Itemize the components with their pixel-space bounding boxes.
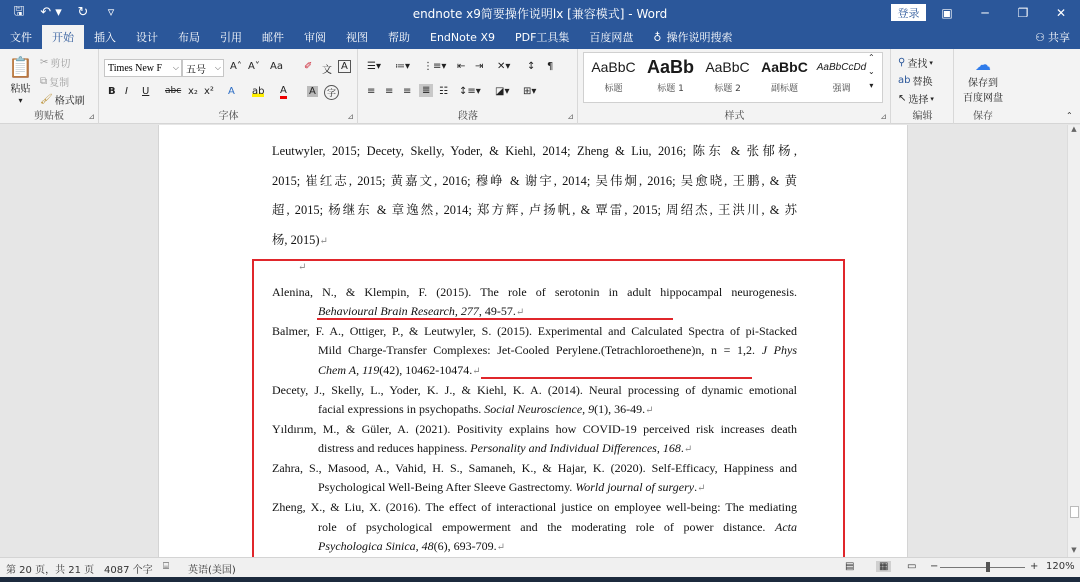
share-label: 共享	[1048, 31, 1070, 44]
scroll-down-icon[interactable]: ▼	[1071, 546, 1077, 554]
tab-mailings[interactable]: 邮件	[262, 31, 284, 44]
minimize-icon[interactable]: ─	[981, 5, 989, 20]
window-controls	[928, 0, 1080, 25]
cursor-icon: ↖	[898, 93, 907, 104]
journal-title: Personality and Individual Differences, 168	[470, 441, 681, 455]
journal-title: Social Neuroscience, 9	[484, 402, 595, 416]
proofing-icon[interactable]: ⌸	[163, 561, 169, 572]
replace-label: 替换	[912, 77, 933, 88]
chevron-up-icon: ⌃	[868, 53, 875, 62]
paragraph-mark: ↵	[645, 405, 654, 416]
reference-pages: .	[680, 441, 684, 455]
superscript-button[interactable]: x²	[204, 86, 214, 97]
ribbon-display-options-icon[interactable]: ▣	[941, 5, 953, 20]
tab-baidu-netdisk[interactable]: 百度网盘	[589, 31, 634, 44]
page-count[interactable]: 第 20 页，共 21 页	[6, 565, 95, 576]
phonetic-guide-button[interactable]: 文	[322, 65, 332, 76]
styles-dialog-launcher-icon[interactable]: ⊿	[880, 112, 887, 121]
change-case-button[interactable]: Aa	[270, 61, 283, 72]
login-button[interactable]: 登录	[891, 4, 926, 21]
body-line: 超, 2015; 杨继东 & 章逸然, 2014; 郑方辉, 卢扬帆, & 覃雷, 2015; 周绍杰, 王洪川, & 苏	[272, 203, 797, 217]
format-painter-label: 格式刷	[54, 96, 85, 107]
paragraph-mark: ↵	[697, 483, 706, 494]
clipboard-group	[0, 49, 99, 124]
web-layout-icon[interactable]: ▭	[907, 561, 917, 572]
style-sample: AaBbCcDd	[816, 61, 867, 73]
journal-title: Chem A, 119	[318, 363, 380, 377]
italic-button[interactable]: I	[125, 86, 128, 97]
body-line	[272, 230, 797, 248]
paste-dropdown-icon: ▾	[18, 96, 23, 105]
chinese-layout-icon[interactable]: ✕▾	[497, 61, 511, 72]
style-name: 标题 1	[657, 84, 684, 94]
font-size-combo[interactable]	[182, 59, 224, 77]
reference-text: facial expressions in psychopaths.	[318, 402, 485, 416]
paragraph-mark: ↵	[515, 307, 525, 318]
replace-icon: ab	[898, 75, 911, 86]
tab-design[interactable]: 设计	[136, 31, 158, 44]
font-name-combo[interactable]	[104, 59, 182, 77]
paste-icon: 📋	[8, 55, 33, 79]
tab-insert[interactable]: 插入	[94, 31, 116, 44]
style-name: 强调	[832, 84, 851, 94]
format-painter-button[interactable]	[40, 92, 85, 107]
journal-title: Acta	[775, 520, 797, 534]
style-heading-2[interactable]	[699, 53, 756, 100]
window-title: endnote x9简要操作说明lx [兼容模式] - Word	[412, 7, 668, 21]
show-formatting-marks-icon[interactable]: ¶	[547, 61, 554, 72]
subscript-button[interactable]: x₂	[188, 86, 198, 97]
close-icon[interactable]: ✕	[1055, 5, 1067, 20]
style-sample: AaBbC	[761, 59, 808, 75]
shading-icon[interactable]: ◪▾	[495, 86, 510, 97]
font-color-button[interactable]: A	[280, 86, 287, 99]
save-icon[interactable]: 🖫	[13, 3, 25, 19]
zoom-slider[interactable]	[940, 567, 1025, 568]
document-area	[0, 125, 1067, 557]
annotation-box	[252, 259, 845, 557]
chevron-down-icon: ⌵	[214, 63, 221, 72]
word-count[interactable]: 4087 个字	[104, 565, 153, 576]
decrease-indent-icon[interactable]: ⇤	[457, 61, 466, 72]
shrink-font-button[interactable]: A˅	[248, 61, 260, 72]
find-label: 查找	[907, 59, 928, 70]
tab-file[interactable]: 文件	[10, 31, 32, 44]
zoom-level[interactable]: 120%	[1046, 561, 1075, 572]
bold-button[interactable]: B	[108, 86, 116, 97]
tab-help[interactable]: 帮助	[388, 31, 410, 44]
tab-references[interactable]: 引用	[220, 31, 242, 44]
multilevel-list-icon[interactable]: ⋮≡▾	[423, 61, 447, 72]
person-icon: ⚇	[1035, 30, 1045, 44]
customize-qat-icon[interactable]: ▿	[107, 5, 115, 20]
editing-group	[892, 49, 954, 124]
paragraph-mark: ↵	[298, 262, 307, 273]
body-line: 2015; 崔红志, 2015; 黄嘉文, 2016; 穆峥 & 谢宇, 2014; 吴伟炯, 2016; 吴愈晓, 王鹏, & 黄	[272, 174, 797, 188]
font-group	[100, 49, 358, 124]
paragraph-mark: ↵	[319, 236, 328, 247]
style-emphasis[interactable]	[813, 53, 870, 100]
ribbon-tabs	[0, 25, 1080, 49]
numbering-icon[interactable]: ≔▾	[395, 61, 411, 72]
style-sample: AaBb	[646, 56, 694, 77]
vertical-scrollbar[interactable]	[1067, 125, 1080, 557]
reference-entry: Decety, J., Skelly, L., Yoder, K. J., & Kiehl, K. A. (2014). Neural processing of dynamic emotional	[272, 383, 797, 397]
zoom-slider-handle[interactable]	[986, 562, 990, 572]
scissors-icon: ✂	[40, 57, 49, 68]
editing-group-label: 编辑	[912, 111, 933, 122]
body-line: Leutwyler, 2015; Decety, Skelly, Yoder, & Kiehl, 2014; Zheng & Liu, 2016; 陈东 & 张郁杨,	[272, 144, 797, 158]
enclose-characters-button[interactable]: 字	[324, 85, 339, 100]
select-label: 选择	[908, 95, 929, 106]
font-group-label: 字体	[218, 111, 239, 122]
styles-group	[579, 49, 891, 124]
underline-button[interactable]: U	[142, 86, 150, 97]
style-name: 副标题	[770, 84, 798, 94]
paragraph-mark: ↵	[683, 444, 693, 455]
dropdown-icon: ▾	[930, 94, 934, 103]
align-right-icon[interactable]: ≡	[403, 86, 412, 97]
reference-pages: (1), 36-49.	[594, 402, 646, 416]
share-button[interactable]	[1035, 29, 1070, 45]
clipboard-group-label: 剪贴板	[34, 111, 64, 122]
style-sample: AaBbC	[705, 59, 750, 75]
annotation-underline	[481, 377, 752, 379]
cut-label: 剪切	[50, 59, 71, 70]
align-left-icon[interactable]: ≡	[367, 86, 376, 97]
tab-home[interactable]: 开始	[42, 25, 84, 49]
save-to-baidu-button[interactable]	[961, 55, 1005, 104]
font-name-value: Times New F	[108, 62, 163, 74]
borders-icon[interactable]: ⊞▾	[523, 86, 537, 97]
read-mode-icon[interactable]: ▤	[845, 561, 855, 572]
style-sample: AaBbC	[591, 59, 636, 75]
tab-endnote[interactable]: EndNote X9	[430, 30, 495, 44]
font-dialog-launcher-icon[interactable]: ⊿	[347, 112, 354, 121]
redo-icon[interactable]: ↻	[77, 5, 89, 20]
zoom-out-button[interactable]: −	[930, 561, 939, 572]
clipboard-dialog-launcher-icon[interactable]: ⊿	[88, 112, 95, 121]
tab-pdf-tools[interactable]: PDF工具集	[514, 31, 570, 44]
dropdown-icon: ▾	[929, 58, 933, 67]
reference-text: distress and reduces happiness.	[318, 441, 471, 455]
clear-formatting-icon[interactable]: ✐	[304, 61, 313, 72]
distributed-icon[interactable]: ☷	[439, 86, 448, 97]
taskbar-strip	[0, 577, 1080, 582]
tell-me-label: 操作说明搜索	[666, 31, 733, 44]
reference-entry: Balmer, F. A., Ottiger, P., & Leutwyler, S. (2015). Experimental and Calculated Spectra of pi-Stacked	[272, 324, 797, 338]
grow-font-button[interactable]: A˄	[230, 61, 242, 72]
style-name: 标题	[604, 84, 623, 94]
save-to-label: 保存到	[968, 78, 998, 89]
tab-layout[interactable]: 布局	[178, 31, 200, 44]
status-bar	[0, 557, 1080, 577]
reference-entry: Zheng, X., & Liu, X. (2016). The effect of interactional justice on employee well-being: The mediating	[272, 500, 797, 514]
replace-button[interactable]	[898, 73, 932, 88]
tab-view[interactable]: 视图	[346, 31, 368, 44]
reference-entry: Alenina, N., & Klempin, F. (2015). The role of serotonin in adult hippocampal neurogenesis.	[272, 285, 797, 299]
reference-entry: Zahra, S., Masood, A., Vahid, H. S., Samaneh, K., & Hajar, K. (2020). Self-Efficacy, Happiness and	[272, 461, 797, 475]
tab-review[interactable]: 审阅	[304, 31, 326, 44]
increase-indent-icon[interactable]: ⇥	[475, 61, 484, 72]
paragraph-mark: ↵	[496, 542, 506, 553]
copy-icon: ⧉	[40, 76, 48, 87]
search-icon: ⚲	[898, 57, 906, 68]
zoom-in-button[interactable]: +	[1030, 561, 1039, 572]
paste-button[interactable]	[8, 55, 33, 105]
reference-entry: Yıldırım, M., & Güler, A. (2021). Positivity explains how COVID-19 perceived risk increases death	[272, 422, 797, 436]
save-group-label: 保存	[973, 111, 993, 122]
paragraph-mark: ↵	[472, 366, 481, 377]
styles-scroll[interactable]	[868, 53, 875, 90]
tell-me-search[interactable]	[643, 25, 742, 49]
more-icon: ▾	[869, 81, 874, 90]
journal-title: J Phys	[761, 343, 797, 357]
journal-title: Behavioural Brain Research, 277	[318, 304, 479, 318]
paintbrush-icon: 🖌	[40, 94, 53, 105]
chevron-down-icon: ⌄	[868, 67, 875, 76]
strikethrough-button[interactable]: abc	[165, 86, 182, 96]
highlight-button[interactable]: ab	[252, 86, 265, 97]
save-group	[955, 49, 1011, 124]
text-effects-button[interactable]: A	[228, 86, 235, 97]
paragraph-group-label: 段落	[458, 111, 478, 122]
reference-text: Psychological Well-Being After Sleeve Gastrectomy.	[318, 480, 576, 494]
paragraph-group	[359, 49, 578, 124]
reference-pages: (42), 10462-10474.	[379, 363, 473, 377]
align-center-icon[interactable]: ≡	[385, 86, 394, 97]
style-subtitle[interactable]	[756, 53, 813, 100]
reference-pages: (6), 693-709.	[433, 539, 497, 553]
journal-title: World journal of surgery	[575, 480, 695, 494]
print-layout-icon[interactable]: ▦	[876, 561, 891, 572]
reference-text: role of psychological empowerment and the moderating role of power distance.	[318, 520, 766, 534]
paragraph-dialog-launcher-icon[interactable]: ⊿	[567, 112, 574, 121]
lightbulb-icon: ♁	[653, 30, 662, 44]
character-border-button[interactable]: A	[338, 60, 351, 73]
cut-button[interactable]	[40, 55, 70, 70]
ribbon	[0, 49, 1080, 124]
line-spacing-icon[interactable]: ↕≡▾	[459, 86, 481, 97]
baidu-netdisk-label: 百度网盘	[963, 93, 1003, 104]
reference-pages: , 49-57.	[478, 304, 516, 318]
style-name: 标题 2	[714, 84, 741, 94]
reference-pages: .	[694, 480, 698, 494]
styles-group-label: 样式	[724, 111, 745, 122]
quick-access-toolbar	[0, 0, 122, 25]
find-button[interactable]	[898, 55, 933, 70]
scrollbar-thumb[interactable]	[1070, 506, 1079, 518]
annotation-underline	[317, 318, 673, 320]
undo-icon[interactable]: ↶ ▾	[40, 5, 62, 20]
copy-button[interactable]	[40, 74, 69, 89]
reference-text: Mild Charge-Transfer Complexes: Jet-Cooled Perylene.(Tetrachloroethene)n, n = 1,2.	[318, 343, 762, 357]
body-line-text: 杨, 2015)	[272, 233, 320, 247]
collapse-ribbon-icon[interactable]: ⌃	[1066, 111, 1073, 120]
select-button[interactable]	[898, 91, 934, 106]
sort-icon[interactable]: ↕	[527, 61, 536, 72]
paste-label: 粘贴	[10, 84, 31, 95]
title-bar	[0, 0, 1080, 25]
restore-icon[interactable]: ❐	[1017, 5, 1029, 20]
style-title[interactable]	[585, 53, 642, 100]
chevron-down-icon: ⌵	[172, 63, 179, 72]
style-heading-1[interactable]	[642, 53, 699, 100]
journal-title: Psychologica Sinica, 48	[318, 539, 434, 553]
language[interactable]: 英语(美国)	[188, 565, 236, 576]
justify-icon[interactable]: ≣	[419, 84, 433, 97]
scroll-up-icon[interactable]: ▲	[1071, 125, 1077, 133]
bullets-icon[interactable]: ☰▾	[367, 61, 381, 72]
font-size-value: 五号	[186, 64, 206, 76]
copy-label: 复制	[49, 78, 70, 89]
character-shading-button[interactable]: A	[309, 86, 316, 97]
cloud-icon: ☁	[975, 55, 991, 74]
